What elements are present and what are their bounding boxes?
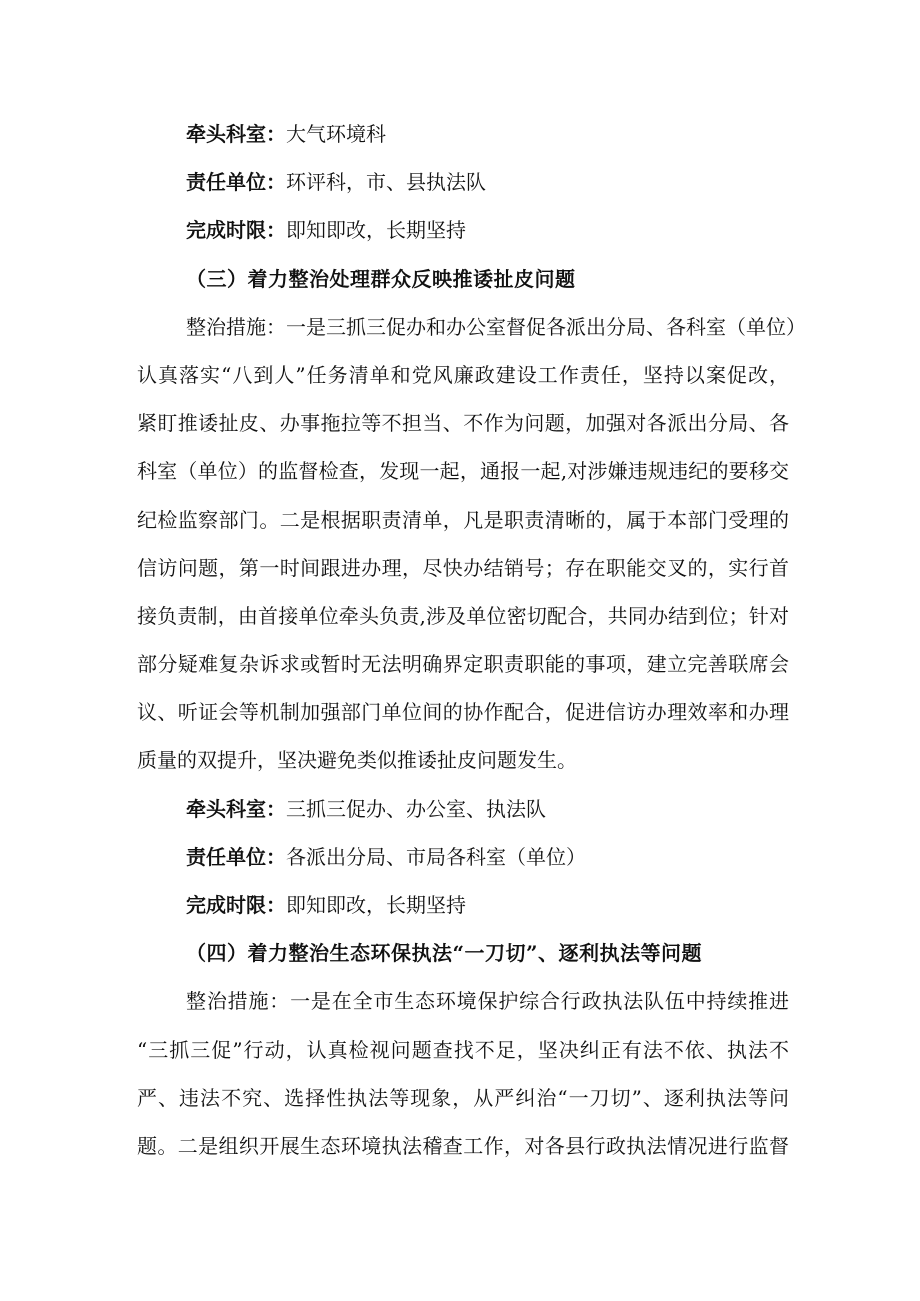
s3-deadline-value: 即知即改，长期坚持 bbox=[286, 893, 466, 917]
paragraph-line: 紧盯推诿扯皮、办事拖拉等不担当、不作为问题，加强对各派出分局、各 bbox=[137, 411, 789, 436]
paragraph-line: 议、听证会等机制加强部门单位间的协作配合，促进信访办理效率和办理 bbox=[137, 700, 789, 725]
s2-resp-unit-label: 责任单位： bbox=[186, 170, 286, 195]
paragraph-line: “三抓三促”行动，认真检视问题查找不足，坚决纠正有法不依、执法不 bbox=[137, 1037, 789, 1062]
section4-heading: （四）着力整治生态环保执法“一刀切”、逐利执法等问题 bbox=[186, 941, 703, 966]
s2-deadline bbox=[137, 206, 789, 254]
s3-resp-unit bbox=[137, 833, 789, 881]
s2-deadline-value: 即知即改，长期坚持 bbox=[286, 218, 466, 243]
paragraph-line: 质量的双提升，坚决避免类似推诿扯皮问题发生。 bbox=[137, 748, 577, 773]
s3-lead-dept-label: 牵头科室： bbox=[186, 796, 286, 821]
s3-resp-unit-label: 责任单位： bbox=[186, 844, 286, 869]
paragraph-line: 纪检监察部门。二是根据职责清单，凡是职责清晰的，属于本部门受理的 bbox=[137, 507, 789, 532]
paragraph-line: 信访问题，第一时间跟进办理，尽快办结销号；存在职能交叉的，实行首 bbox=[137, 555, 789, 580]
s3-resp-unit-value: 各派出分局、市局各科室（单位） bbox=[286, 844, 586, 869]
s2-resp-unit-value: 环评科，市、县执法队 bbox=[286, 170, 486, 195]
paragraph-line: 严、违法不究、选择性执法等现象，从严纠治“一刀切”、逐利执法等问 bbox=[137, 1085, 789, 1110]
s2-lead-dept-value: 大气环境科 bbox=[286, 122, 386, 146]
s3-lead-dept-value: 三抓三促办、办公室、执法队 bbox=[286, 796, 546, 821]
paragraph-line: 整治措施：一是在全市生态环境保护综合行政执法队伍中持续推进 bbox=[186, 989, 789, 1014]
paragraph-line: 部分疑难复杂诉求或暂时无法明确界定职责职能的事项，建立完善联席会 bbox=[137, 652, 789, 677]
paragraph-line: 整治措施：一是三抓三促办和办公室督促各派出分局、各科室（单位） bbox=[186, 314, 806, 339]
s3-lead-dept bbox=[137, 785, 789, 833]
s2-lead-dept bbox=[137, 110, 789, 158]
paragraph-line: 科室（单位）的监督检查，发现一起，通报一起,对涉嫌违规违纪的要移交 bbox=[137, 459, 789, 484]
document-page bbox=[137, 110, 806, 1170]
paragraph-line: 接负责制，由首接单位牵头负责,涉及单位密切配合，共同办结到位；针对 bbox=[137, 603, 789, 628]
section3-measures bbox=[137, 303, 806, 785]
s2-resp-unit bbox=[137, 158, 789, 206]
s3-deadline bbox=[137, 881, 789, 929]
paragraph-line: 认真落实“八到人”任务清单和党风廉政建设工作责任，坚持以案促改， bbox=[137, 362, 789, 387]
paragraph-line: 题。二是组织开展生态环境执法稽查工作，对各县行政执法情况进行监督 bbox=[137, 1133, 789, 1158]
section3-heading: （三）着力整治处理群众反映推诿扯皮问题 bbox=[186, 266, 576, 291]
section4-measures bbox=[137, 977, 789, 1170]
s3-deadline-label: 完成时限： bbox=[186, 893, 286, 917]
s2-lead-dept-label: 牵头科室： bbox=[186, 122, 286, 146]
s2-deadline-label: 完成时限： bbox=[186, 218, 286, 243]
